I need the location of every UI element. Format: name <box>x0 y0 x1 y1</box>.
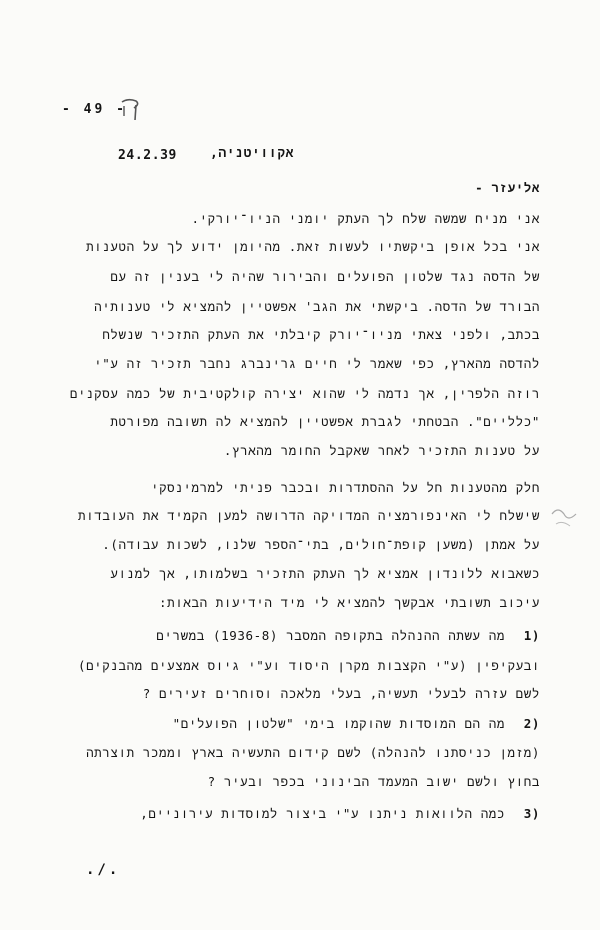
paragraph-2-line: שישלח לי האינפורמציה המדויקה הדרושה למען הקמיד את העובדות <box>78 508 540 523</box>
paragraph-2-line: כשאבוא ללונדון אמציא לך העתק התזכיר בשלמותו, אך למנוע <box>110 566 540 581</box>
paragraph-1-line: הבורד של הדסה. ביקשתי את הגב' אפשטיין להמציא לי טענותיה <box>94 299 540 314</box>
place: אקוויטניה, <box>209 146 294 161</box>
date: 24.2.39 <box>118 148 177 163</box>
handwritten-note <box>118 96 144 122</box>
list-item-line: בחוץ ולשם ישוב המעמד הבינוני בכפר ובעיר ? <box>207 774 540 789</box>
page-number: - 49 - <box>62 102 127 117</box>
list-item-number: 1) <box>523 628 540 643</box>
paragraph-2-line: חלק מהטענות חל על ההסתדרות ובכבר פניתי למרמינסקי <box>150 480 540 495</box>
list-item-line: מה הם המוסדות שהוקמו בימי "שלטון הפועלים" <box>172 716 505 731</box>
continuation-mark: ./. <box>86 862 121 878</box>
salutation: אליעזר - <box>475 180 540 195</box>
list-item-number: 3) <box>523 806 540 821</box>
list-item-line: מה עשתה ההנהלה בתקופה המסבר (1936-8) במשרים <box>156 628 505 643</box>
margin-scribble <box>548 500 582 534</box>
list-item-line: (מזמן כניסתנו להנהלה) לשם קידום התעשיה בארץ וממכר תוצרתה <box>86 745 540 760</box>
paragraph-1-line: רוזה הלפרין, אך נדמה לי שהוא יצירה קולקטיבית של כמה עסקנים <box>69 386 540 401</box>
paragraph-1-line: אני בכל אופן ביקשתיו לעשות זאת. מהיומן ידוע לך על הטענות <box>86 239 540 254</box>
list-item-line: כמה הלוואות ניתנו ע"י ביצור למוסדות עירוניים, <box>140 806 505 821</box>
paragraph-2-line: על אמתן (משען קופת־חולים, בתי־הספר שלנו, לשכות עבודה). <box>102 537 540 552</box>
paragraph-1-line: על טענות התזכיר לאחר שאקבל החומר מהארץ. <box>223 443 540 458</box>
paragraph-1-line: אני מניח שמשה שלח לך העתק יומני הניו־יורקי. <box>191 211 540 226</box>
paragraph-1-line: "כלליים". הבטחתי לגברת אפשטיין להמציא לה תשובה מפורטת <box>110 414 540 429</box>
list-item-line: ובעקיפין (ע"י הקצבות מקרן היסוד וע"י גיוס אמצעים מהבנקים) <box>77 658 540 673</box>
paragraph-1-line: של הדסה נגד שלטון הפועלים והבירור שהיה לי בענין זה עם <box>110 269 540 284</box>
paragraph-2-line: עיכוב תשובתי אבקשך להמציא לי מיד הידיעות הבאות: <box>159 595 540 610</box>
list-item-line: לשם עזרה לבעלי תעשיה, בעלי מלאכה וסוחרים זעירים ? <box>142 686 540 701</box>
list-item-number: 2) <box>523 716 540 731</box>
paragraph-1-line: בכתב, ולפני צאתי מניו־יורק קיבלתי את העתק התזכיר שנשלח <box>102 327 540 342</box>
paragraph-1-line: להדסה מהארץ, כפי שאמר לי חיים גרינברג נחבר תזכיר זה ע"י <box>94 356 540 371</box>
